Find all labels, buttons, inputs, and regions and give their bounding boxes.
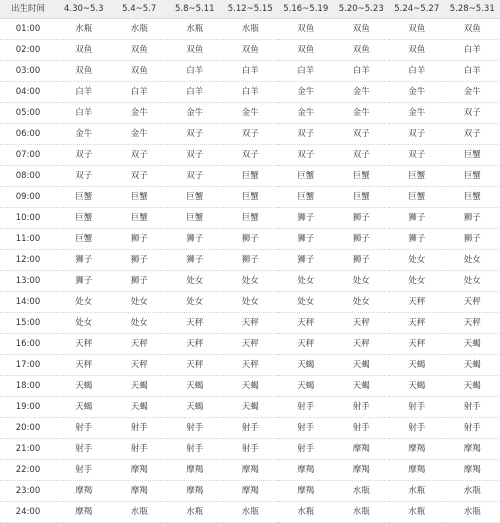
zodiac-sign-cell: 双子 [56,166,112,187]
zodiac-sign-cell: 巨蟹 [334,187,390,208]
zodiac-sign-cell: 双子 [167,166,223,187]
zodiac-sign-cell: 天蝎 [445,376,500,397]
birth-time-cell: 22:00 [0,460,56,481]
zodiac-sign-cell: 巨蟹 [445,187,500,208]
zodiac-sign-cell: 双鱼 [223,40,279,61]
zodiac-sign-cell: 摩羯 [56,481,112,502]
zodiac-sign-cell: 狮子 [334,229,390,250]
zodiac-sign-cell: 巨蟹 [223,187,279,208]
zodiac-sign-cell: 摩羯 [334,460,390,481]
zodiac-sign-cell: 巨蟹 [389,166,445,187]
zodiac-sign-cell: 水瓶 [278,502,334,523]
zodiac-sign-cell: 摩羯 [278,460,334,481]
zodiac-sign-cell: 双子 [56,145,112,166]
zodiac-sign-cell: 水瓶 [223,19,279,40]
zodiac-sign-cell: 双子 [278,145,334,166]
zodiac-sign-cell: 天蝎 [445,334,500,355]
zodiac-sign-cell: 巨蟹 [167,208,223,229]
zodiac-sign-cell: 双子 [223,124,279,145]
zodiac-sign-cell: 水瓶 [389,481,445,502]
zodiac-sign-cell: 水瓶 [167,502,223,523]
birth-time-cell: 21:00 [0,439,56,460]
zodiac-sign-cell: 射手 [278,439,334,460]
birth-time-cell: 06:00 [0,124,56,145]
zodiac-sign-cell: 天蝎 [278,355,334,376]
zodiac-sign-cell: 双子 [112,145,168,166]
zodiac-sign-cell: 天蝎 [167,376,223,397]
zodiac-sign-cell: 水瓶 [445,481,500,502]
zodiac-sign-cell: 处女 [389,250,445,271]
zodiac-sign-cell: 双鱼 [112,40,168,61]
zodiac-sign-cell: 巨蟹 [389,187,445,208]
zodiac-sign-cell: 处女 [334,271,390,292]
zodiac-sign-cell: 双鱼 [167,40,223,61]
header-date-range: 4.30~5.3 [56,0,112,19]
zodiac-sign-cell: 狮子 [112,250,168,271]
zodiac-sign-cell: 巨蟹 [167,187,223,208]
birth-time-cell: 04:00 [0,82,56,103]
zodiac-sign-cell: 金牛 [112,103,168,124]
zodiac-sign-cell: 水瓶 [334,481,390,502]
zodiac-sign-cell: 白羊 [167,61,223,82]
header-date-range: 5.12~5.15 [223,0,279,19]
birth-time-cell: 13:00 [0,271,56,292]
zodiac-sign-cell: 双子 [389,145,445,166]
zodiac-sign-cell: 天蝎 [278,376,334,397]
zodiac-sign-cell: 狮子 [389,229,445,250]
zodiac-sign-cell: 射手 [56,418,112,439]
zodiac-sign-cell: 天秤 [56,355,112,376]
zodiac-sign-cell: 双子 [389,124,445,145]
zodiac-sign-cell: 金牛 [389,103,445,124]
table-row [0,355,500,376]
zodiac-sign-cell: 处女 [389,271,445,292]
table-row [0,271,500,292]
zodiac-sign-cell: 处女 [278,271,334,292]
zodiac-sign-cell: 水瓶 [112,502,168,523]
zodiac-sign-cell: 处女 [112,292,168,313]
zodiac-sign-cell: 水瓶 [56,19,112,40]
zodiac-sign-cell: 天秤 [167,355,223,376]
zodiac-sign-cell: 摩羯 [389,439,445,460]
zodiac-sign-cell: 巨蟹 [223,208,279,229]
zodiac-sign-cell: 狮子 [445,229,500,250]
zodiac-sign-cell: 金牛 [278,82,334,103]
zodiac-sign-cell: 摩羯 [389,460,445,481]
zodiac-sign-cell: 白羊 [445,40,500,61]
zodiac-sign-cell: 水瓶 [334,502,390,523]
zodiac-sign-cell: 双子 [334,124,390,145]
zodiac-sign-cell: 摩羯 [445,460,500,481]
zodiac-sign-cell: 天秤 [167,313,223,334]
zodiac-sign-cell: 巨蟹 [56,208,112,229]
zodiac-sign-cell: 天秤 [389,313,445,334]
birth-time-cell: 12:00 [0,250,56,271]
zodiac-sign-cell: 白羊 [389,61,445,82]
birth-time-cell: 18:00 [0,376,56,397]
header-date-range: 5.20~5.23 [334,0,390,19]
zodiac-sign-cell: 天蝎 [389,355,445,376]
zodiac-sign-cell: 白羊 [56,82,112,103]
birth-time-cell: 16:00 [0,334,56,355]
zodiac-sign-cell: 天蝎 [223,397,279,418]
zodiac-sign-cell: 天蝎 [112,376,168,397]
zodiac-sign-cell: 双鱼 [56,61,112,82]
header-birth-time: 出生时间 [0,0,56,19]
zodiac-sign-cell: 水瓶 [167,19,223,40]
table-row [0,40,500,61]
header-row [0,0,500,19]
zodiac-sign-cell: 摩羯 [112,460,168,481]
zodiac-sign-cell: 狮子 [56,250,112,271]
zodiac-sign-cell: 天秤 [445,313,500,334]
zodiac-sign-cell: 天秤 [112,355,168,376]
table-row [0,250,500,271]
zodiac-sign-cell: 处女 [56,292,112,313]
zodiac-sign-cell: 双鱼 [112,61,168,82]
zodiac-sign-cell: 狮子 [334,208,390,229]
table-row [0,460,500,481]
zodiac-sign-cell: 摩羯 [56,502,112,523]
zodiac-sign-cell: 处女 [167,271,223,292]
zodiac-sign-cell: 白羊 [167,82,223,103]
table-row [0,481,500,502]
zodiac-sign-cell: 双子 [445,124,500,145]
zodiac-sign-cell: 射手 [334,418,390,439]
zodiac-sign-cell: 狮子 [112,229,168,250]
zodiac-sign-cell: 金牛 [278,103,334,124]
birth-time-cell: 02:00 [0,40,56,61]
zodiac-sign-cell: 巨蟹 [112,208,168,229]
zodiac-sign-cell: 摩羯 [223,460,279,481]
zodiac-sign-cell: 巨蟹 [56,187,112,208]
zodiac-sign-cell: 狮子 [56,271,112,292]
zodiac-sign-cell: 狮子 [278,229,334,250]
zodiac-sign-cell: 天秤 [278,334,334,355]
zodiac-sign-cell: 处女 [445,271,500,292]
table-row [0,334,500,355]
table-row [0,502,500,523]
zodiac-sign-cell: 天蝎 [334,355,390,376]
table-row [0,397,500,418]
zodiac-sign-cell: 巨蟹 [445,145,500,166]
zodiac-sign-cell: 双子 [334,145,390,166]
zodiac-sign-cell: 白羊 [334,61,390,82]
zodiac-sign-cell: 白羊 [56,103,112,124]
table-row [0,19,500,40]
zodiac-sign-cell: 天蝎 [223,376,279,397]
zodiac-sign-cell: 白羊 [112,82,168,103]
zodiac-sign-cell: 狮子 [389,208,445,229]
zodiac-sign-cell: 水瓶 [223,502,279,523]
table-row [0,82,500,103]
zodiac-sign-cell: 天秤 [278,313,334,334]
zodiac-sign-cell: 摩羯 [112,481,168,502]
zodiac-sign-cell: 金牛 [223,103,279,124]
zodiac-sign-cell: 白羊 [278,61,334,82]
header-date-range: 5.24~5.27 [389,0,445,19]
zodiac-sign-cell: 天秤 [223,355,279,376]
zodiac-sign-cell: 白羊 [223,82,279,103]
table-body [0,19,500,523]
birth-time-cell: 24:00 [0,502,56,523]
zodiac-sign-cell: 巨蟹 [112,187,168,208]
zodiac-sign-cell: 金牛 [334,103,390,124]
zodiac-sign-cell: 天蝎 [167,397,223,418]
zodiac-sign-cell: 金牛 [389,82,445,103]
zodiac-sign-cell: 天蝎 [445,355,500,376]
zodiac-sign-cell: 双子 [167,145,223,166]
zodiac-sign-cell: 天蝎 [334,376,390,397]
zodiac-sign-cell: 狮子 [167,250,223,271]
zodiac-sign-cell: 射手 [334,397,390,418]
zodiac-sign-cell: 双鱼 [56,40,112,61]
zodiac-sign-cell: 射手 [389,418,445,439]
zodiac-sign-cell: 金牛 [167,103,223,124]
zodiac-sign-cell: 处女 [278,292,334,313]
birth-time-cell: 11:00 [0,229,56,250]
zodiac-sign-cell: 狮子 [223,229,279,250]
zodiac-sign-cell: 天秤 [167,334,223,355]
zodiac-sign-cell: 巨蟹 [334,166,390,187]
zodiac-sign-cell: 巨蟹 [278,166,334,187]
zodiac-sign-cell: 双鱼 [278,19,334,40]
table-row [0,208,500,229]
zodiac-sign-cell: 天秤 [334,334,390,355]
birth-time-cell: 05:00 [0,103,56,124]
zodiac-sign-cell: 天秤 [56,334,112,355]
table-row [0,61,500,82]
zodiac-sign-cell: 金牛 [334,82,390,103]
zodiac-sign-cell: 巨蟹 [56,229,112,250]
table-header [0,0,500,19]
birth-time-cell: 03:00 [0,61,56,82]
zodiac-sign-cell: 摩羯 [445,439,500,460]
zodiac-sign-cell: 巨蟹 [278,187,334,208]
zodiac-sign-cell: 金牛 [112,124,168,145]
zodiac-sign-cell: 双鱼 [334,40,390,61]
birth-time-cell: 17:00 [0,355,56,376]
zodiac-sign-cell: 双子 [112,166,168,187]
table-row [0,418,500,439]
zodiac-sign-cell: 射手 [445,418,500,439]
zodiac-sign-cell: 狮子 [223,250,279,271]
zodiac-sign-cell: 白羊 [445,61,500,82]
zodiac-sign-cell: 射手 [112,418,168,439]
birth-time-cell: 23:00 [0,481,56,502]
zodiac-sign-cell: 射手 [167,418,223,439]
zodiac-sign-cell: 射手 [278,397,334,418]
table-row [0,145,500,166]
table-row [0,292,500,313]
zodiac-sign-cell: 射手 [278,418,334,439]
zodiac-sign-cell: 处女 [56,313,112,334]
table-row [0,187,500,208]
zodiac-sign-cell: 双子 [445,103,500,124]
table-row [0,103,500,124]
table-row [0,313,500,334]
zodiac-sign-cell: 双鱼 [445,19,500,40]
zodiac-sign-cell: 处女 [167,292,223,313]
birth-time-cell: 14:00 [0,292,56,313]
zodiac-sign-cell: 天蝎 [56,376,112,397]
zodiac-sign-cell: 处女 [112,313,168,334]
birth-time-cell: 20:00 [0,418,56,439]
zodiac-sign-cell: 摩羯 [167,481,223,502]
header-date-range: 5.8~5.11 [167,0,223,19]
zodiac-sign-cell: 天秤 [389,292,445,313]
zodiac-sign-cell: 处女 [334,292,390,313]
birth-time-cell: 10:00 [0,208,56,229]
birth-time-cell: 01:00 [0,19,56,40]
zodiac-sign-cell: 射手 [167,439,223,460]
zodiac-sign-cell: 金牛 [445,82,500,103]
zodiac-sign-cell: 摩羯 [223,481,279,502]
zodiac-sign-cell: 双子 [223,145,279,166]
zodiac-sign-cell: 双鱼 [334,19,390,40]
table-row [0,166,500,187]
zodiac-sign-cell: 巨蟹 [223,166,279,187]
zodiac-sign-cell: 天秤 [445,292,500,313]
zodiac-sign-cell: 水瓶 [445,502,500,523]
birth-time-cell: 09:00 [0,187,56,208]
table-row [0,124,500,145]
table-row [0,229,500,250]
birth-time-cell: 15:00 [0,313,56,334]
zodiac-sign-cell: 射手 [112,439,168,460]
zodiac-sign-cell: 天蝎 [56,397,112,418]
zodiac-sign-cell: 狮子 [278,208,334,229]
zodiac-sign-cell: 水瓶 [112,19,168,40]
zodiac-sign-cell: 狮子 [445,208,500,229]
zodiac-sign-cell: 天秤 [334,313,390,334]
zodiac-sign-cell: 水瓶 [389,502,445,523]
zodiac-sign-cell: 狮子 [278,250,334,271]
zodiac-sign-cell: 双子 [278,124,334,145]
zodiac-sign-cell: 天秤 [223,313,279,334]
table-row [0,376,500,397]
zodiac-sign-cell: 射手 [56,460,112,481]
header-date-range: 5.4~5.7 [112,0,168,19]
zodiac-sign-cell: 双鱼 [389,19,445,40]
zodiac-sign-cell: 狮子 [112,271,168,292]
zodiac-sign-cell: 白羊 [223,61,279,82]
zodiac-sign-cell: 巨蟹 [445,166,500,187]
zodiac-sign-cell: 射手 [389,397,445,418]
zodiac-sign-cell: 摩羯 [167,460,223,481]
zodiac-sign-cell: 处女 [223,271,279,292]
zodiac-sign-cell: 天秤 [223,334,279,355]
header-date-range: 5.28~5.31 [445,0,500,19]
zodiac-sign-cell: 射手 [223,418,279,439]
zodiac-sign-cell: 射手 [56,439,112,460]
zodiac-sign-cell: 双鱼 [278,40,334,61]
zodiac-sign-cell: 双鱼 [389,40,445,61]
zodiac-sign-cell: 天蝎 [389,376,445,397]
birth-time-cell: 08:00 [0,166,56,187]
zodiac-sign-cell: 狮子 [167,229,223,250]
zodiac-sign-cell: 金牛 [56,124,112,145]
birth-time-cell: 07:00 [0,145,56,166]
zodiac-sign-cell: 摩羯 [334,439,390,460]
zodiac-sign-cell: 双子 [167,124,223,145]
zodiac-sign-cell: 处女 [223,292,279,313]
zodiac-sign-cell: 天秤 [389,334,445,355]
zodiac-sign-cell: 天蝎 [112,397,168,418]
zodiac-sign-cell: 摩羯 [278,481,334,502]
zodiac-sign-cell: 天秤 [112,334,168,355]
zodiac-sign-cell: 狮子 [334,250,390,271]
zodiac-sign-cell: 射手 [223,439,279,460]
birth-time-cell: 19:00 [0,397,56,418]
zodiac-sign-cell: 处女 [445,250,500,271]
table-row [0,439,500,460]
header-date-range: 5.16~5.19 [278,0,334,19]
zodiac-sign-cell: 射手 [445,397,500,418]
